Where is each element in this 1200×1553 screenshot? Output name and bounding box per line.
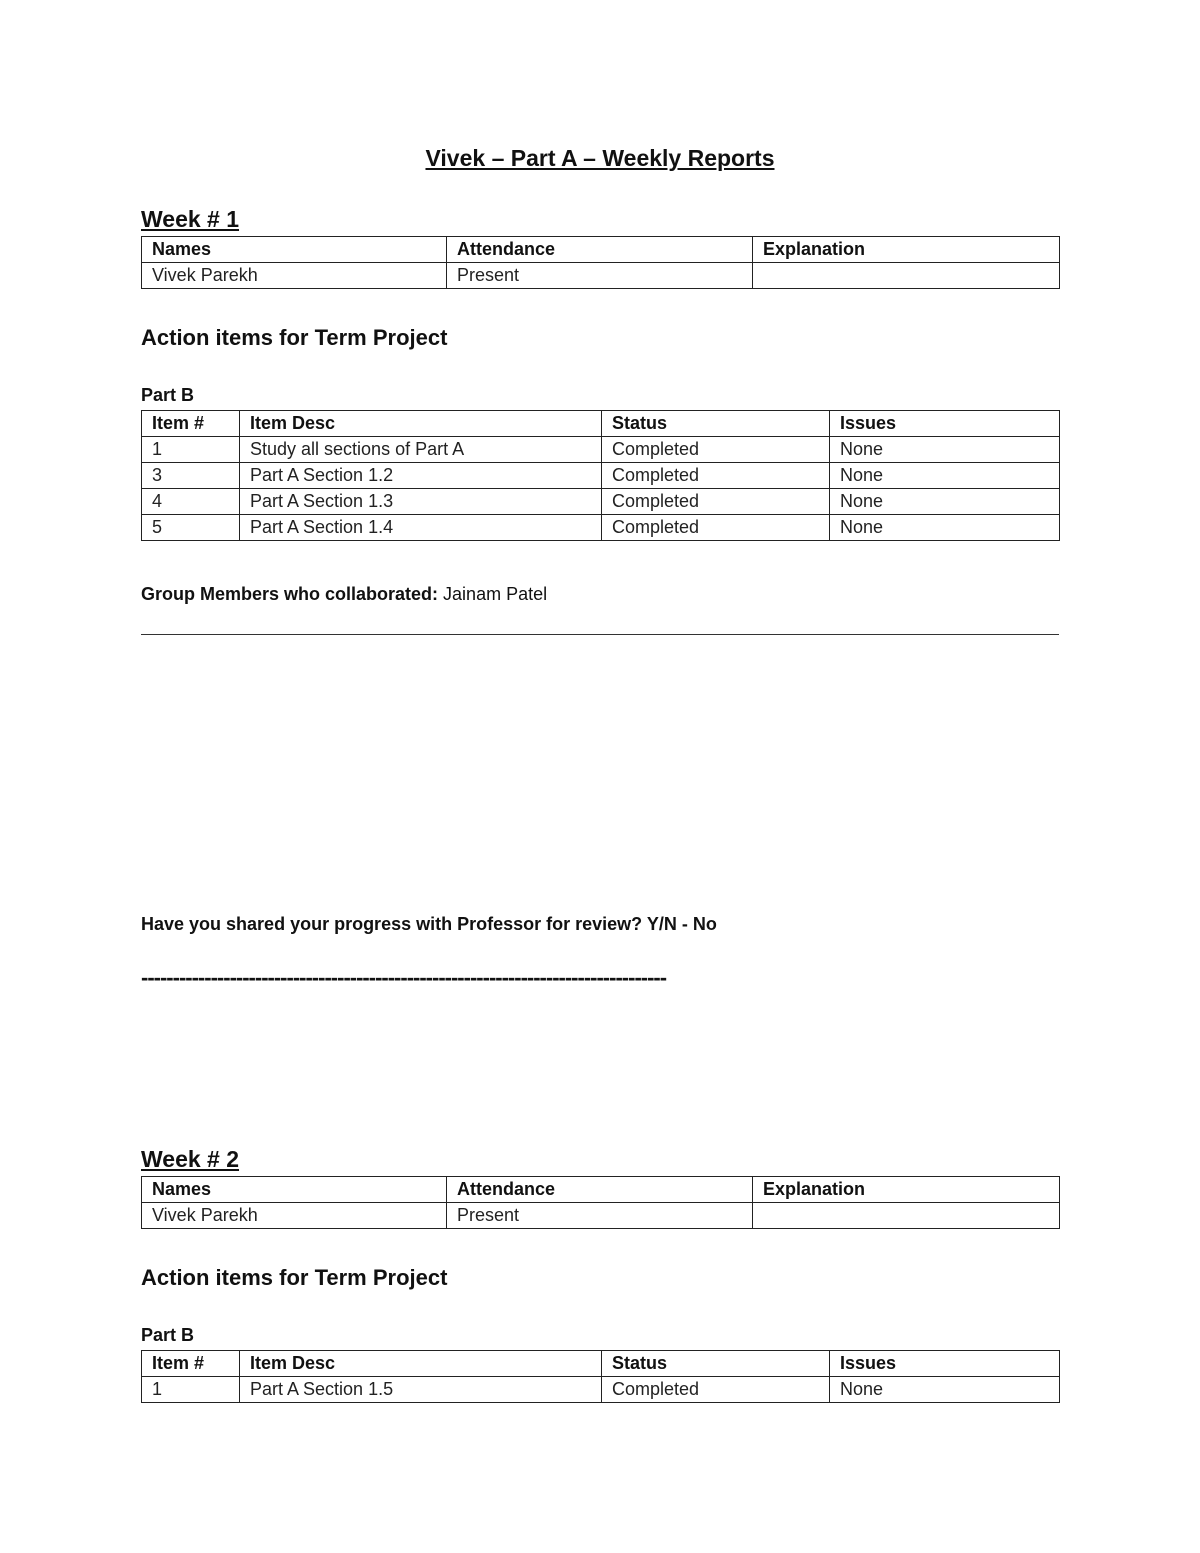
action-items-heading: Action items for Term Project [141, 325, 448, 350]
column-header: Explanation [753, 237, 1060, 263]
item-status: Completed [602, 463, 830, 489]
collaborators-label: Group Members who collaborated: [141, 584, 439, 604]
item-number: 3 [142, 463, 240, 489]
item-desc: Part A Section 1.2 [240, 463, 602, 489]
column-header: Attendance [447, 237, 753, 263]
item-issues: None [830, 1377, 1060, 1403]
table-row [142, 489, 1060, 515]
item-desc: Study all sections of Part A [240, 437, 602, 463]
item-number: 5 [142, 515, 240, 541]
item-desc: Part A Section 1.3 [240, 489, 602, 515]
column-header: Status [602, 411, 830, 437]
item-status: Completed [602, 489, 830, 515]
table-row [142, 515, 1060, 541]
item-number: 1 [142, 437, 240, 463]
column-header: Item Desc [240, 1351, 602, 1377]
page-title: Vivek – Part A – Weekly Reports [425, 145, 775, 171]
table-row [142, 1203, 1060, 1229]
table-row [142, 1377, 1060, 1403]
item-desc: Part A Section 1.5 [240, 1377, 602, 1403]
part-label: Part B [141, 1325, 195, 1345]
item-status: Completed [602, 437, 830, 463]
column-header: Names [142, 237, 447, 263]
attendance-status: Present [447, 1203, 753, 1229]
table-header-row [142, 411, 1060, 437]
attendance-status: Present [447, 263, 753, 289]
column-header: Names [142, 1177, 447, 1203]
item-issues: None [830, 437, 1060, 463]
item-number: 4 [142, 489, 240, 515]
column-header: Explanation [753, 1177, 1060, 1203]
column-header: Issues [830, 1351, 1060, 1377]
column-header: Status [602, 1351, 830, 1377]
table-row [142, 263, 1060, 289]
attendance-explanation [753, 1203, 1060, 1229]
table-header-row [142, 237, 1060, 263]
column-header: Attendance [447, 1177, 753, 1203]
table-header-row [142, 1177, 1060, 1203]
review-question: Have you shared your progress with Professor for review? Y/N - No [141, 914, 717, 934]
item-desc: Part A Section 1.4 [240, 515, 602, 541]
week-2-action-items-table [141, 1350, 1060, 1403]
attendee-name: Vivek Parekh [142, 1203, 447, 1229]
dashed-separator: ----------------------------------------------------------------------------------- [141, 965, 667, 990]
table-header-row [142, 1351, 1060, 1377]
week-1-heading: Week # 1 [141, 206, 240, 232]
column-header: Item # [142, 411, 240, 437]
column-header: Item # [142, 1351, 240, 1377]
column-header: Issues [830, 411, 1060, 437]
collaborators-line [141, 584, 547, 605]
table-row [142, 437, 1060, 463]
week-2-heading: Week # 2 [141, 1146, 240, 1172]
part-label: Part B [141, 385, 195, 405]
item-status: Completed [602, 515, 830, 541]
column-header: Item Desc [240, 411, 602, 437]
week-2-attendance-table [141, 1176, 1060, 1229]
collaborators-value: Jainam Patel [438, 584, 548, 604]
attendance-explanation [753, 263, 1060, 289]
table-row [142, 463, 1060, 489]
item-issues: None [830, 489, 1060, 515]
item-number: 1 [142, 1377, 240, 1403]
item-issues: None [830, 463, 1060, 489]
item-issues: None [830, 515, 1060, 541]
week-1-attendance-table [141, 236, 1060, 289]
attendee-name: Vivek Parekh [142, 263, 447, 289]
action-items-heading: Action items for Term Project [141, 1265, 448, 1290]
divider [141, 634, 1059, 635]
week-1-action-items-table [141, 410, 1060, 541]
item-status: Completed [602, 1377, 830, 1403]
